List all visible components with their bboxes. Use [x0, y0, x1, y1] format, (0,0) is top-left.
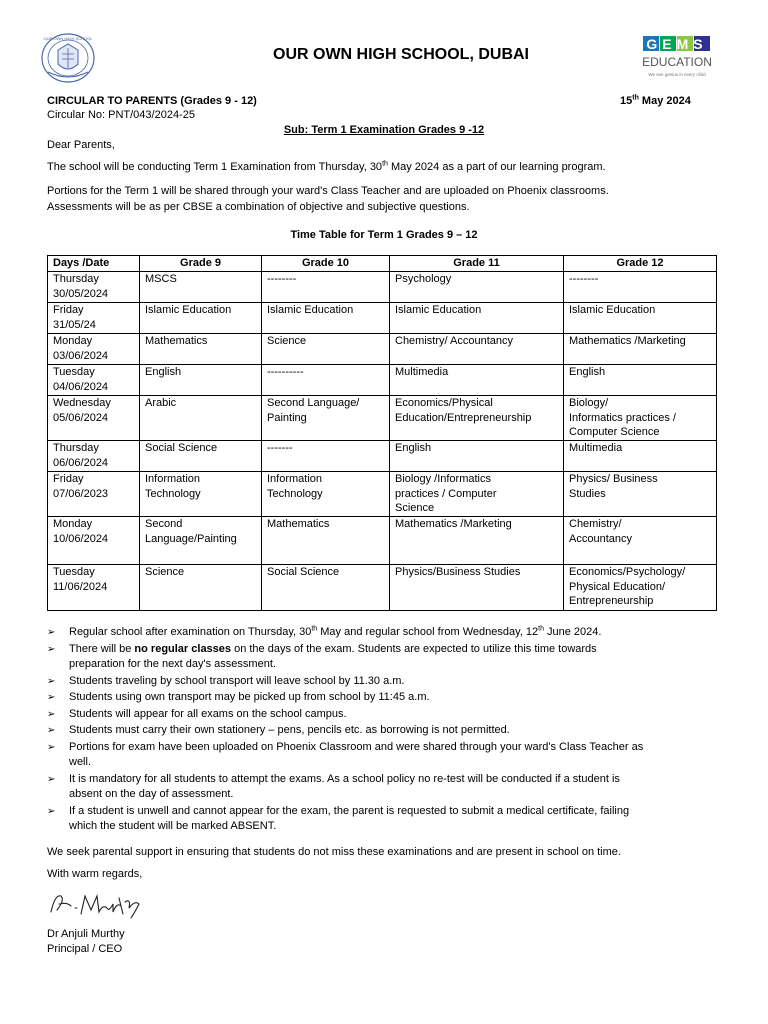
timetable	[47, 255, 717, 611]
subject-cell: English	[564, 365, 717, 396]
table-row	[48, 396, 717, 441]
list-item: ➢ Regular school after examination on Thursday, 30th May and regular school from Wednesday, 12th June 2024.	[47, 625, 727, 641]
day-date-cell: Thursday 06/06/2024	[48, 441, 140, 472]
principal-name: Dr Anjuli Murthy	[47, 928, 125, 940]
subject-cell: Science	[140, 565, 262, 611]
table-row	[48, 517, 717, 565]
subject-cell: Islamic Education	[262, 303, 390, 334]
subject-cell: MSCS	[140, 272, 262, 303]
subject-cell: --------	[262, 272, 390, 303]
subject-cell: Multimedia	[390, 365, 564, 396]
signature	[45, 886, 145, 920]
subject-cell: --------	[564, 272, 717, 303]
arrow-bullet-icon: ➢	[47, 708, 56, 720]
subject-cell: Mathematics	[140, 334, 262, 365]
subject-cell: Second Language/ Painting	[262, 396, 390, 441]
day-date-cell: Tuesday 04/06/2024	[48, 365, 140, 396]
subject-cell: Chemistry/ Accountancy	[564, 517, 717, 565]
subject-cell: Science	[262, 334, 390, 365]
subject-cell: Islamic Education	[564, 303, 717, 334]
subject-cell: Information Technology	[262, 472, 390, 517]
subject-cell: English	[140, 365, 262, 396]
svg-text:OUR OWN HIGH SCHOOL: OUR OWN HIGH SCHOOL	[43, 36, 93, 41]
subject-cell: Biology/ Informatics practices / Computer Science	[564, 396, 717, 441]
header-cell: Grade 11	[390, 256, 564, 272]
subject-cell: Mathematics	[262, 517, 390, 565]
table-row	[48, 472, 717, 517]
subject-cell: Social Science	[262, 565, 390, 611]
arrow-bullet-icon: ➢	[47, 675, 56, 687]
list-item: ➢ It is mandatory for all students to attempt the exams. As a school policy no re-test will be conducted if a student is absent on the day of assessment.	[47, 772, 620, 800]
day-date-cell: Monday 03/06/2024	[48, 334, 140, 365]
list-item: ➢ Students must carry their own stationery – pens, pencils etc. as borrowing is not permitted.	[47, 723, 727, 739]
header-cell: Grade 10	[262, 256, 390, 272]
subject-cell: Physics/ Business Studies	[564, 472, 717, 517]
subject-cell: ----------	[262, 365, 390, 396]
greeting: Dear Parents,	[47, 139, 115, 151]
arrow-bullet-icon: ➢	[47, 805, 56, 817]
subject-line: Sub: Term 1 Examination Grades 9 -12	[283, 124, 485, 136]
subject-cell: Islamic Education	[390, 303, 564, 334]
header-cell: Grade 12	[564, 256, 717, 272]
subject-cell: Biology /Informatics practices / Computer Science	[390, 472, 564, 517]
subject-cell: Economics/Psychology/ Physical Education/ Entrepreneurship	[564, 565, 717, 611]
arrow-bullet-icon: ➢	[47, 692, 56, 703]
subject-cell: Psychology	[390, 272, 564, 303]
table-row	[48, 334, 717, 365]
subject-cell: Islamic Education	[140, 303, 262, 334]
portions-paragraph: Portions for the Term 1 will be shared through your ward's Class Teacher and are uploaded on Phoenix classrooms. Assessments will be as per CBSE a combination of objective and subjective questions.	[47, 185, 609, 213]
table-row	[48, 365, 717, 396]
gems-education-logo	[640, 33, 716, 83]
subject-cell: Second Language/Painting	[140, 517, 262, 565]
circular-number: Circular No: PNT/043/2024-25	[47, 109, 195, 121]
svg-text:GEMS: GEMS	[646, 36, 708, 52]
intro-paragraph: The school will be conducting Term 1 Examination from Thursday, 30th May 2024 as a part of our learning program.	[47, 160, 606, 173]
table-row	[48, 565, 717, 611]
regards: With warm regards,	[47, 868, 143, 880]
list-item: ➢ Students will appear for all exams on the school campus.	[47, 707, 727, 723]
arrow-bullet-icon: ➢	[47, 773, 56, 785]
subject-cell: Economics/Physical Education/Entrepreneurship	[390, 396, 564, 441]
svg-text:A. Murthy: A. Murthy	[45, 886, 50, 887]
list-item: ➢ There will be no regular classes on the days of the exam. Students are expected to utilize this time towards preparation for the next day's assessment.	[47, 642, 597, 670]
subject-cell: -------	[262, 441, 390, 472]
header-cell: Grade 9	[140, 256, 262, 272]
principal-block	[47, 927, 125, 957]
subject-cell: Information Technology	[140, 472, 262, 517]
timetable-title: Time Table for Term 1 Grades 9 – 12	[290, 229, 478, 241]
subject-cell: Multimedia	[564, 441, 717, 472]
arrow-bullet-icon: ➢	[47, 725, 56, 736]
subject-cell: Mathematics /Marketing	[564, 334, 717, 365]
school-title: OUR OWN HIGH SCHOOL, DUBAI	[273, 46, 529, 63]
day-date-cell: Monday 10/06/2024	[48, 517, 140, 565]
table-row	[48, 272, 717, 303]
list-item: ➢ Students using own transport may be picked up from school by 11:45 a.m.	[47, 690, 727, 706]
day-date-cell: Friday 31/05/24	[48, 303, 140, 334]
svg-text:We see genius in every child: We see genius in every child	[648, 72, 706, 77]
day-date-cell: Tuesday 11/06/2024	[48, 565, 140, 611]
subject-cell: Mathematics /Marketing	[390, 517, 564, 565]
circular-title: CIRCULAR TO PARENTS (Grades 9 - 12)	[47, 95, 257, 107]
header-cell: Days /Date	[48, 256, 140, 272]
list-item: ➢ Students traveling by school transport will leave school by 11.30 a.m.	[47, 674, 727, 690]
timetable-header-row	[48, 256, 717, 272]
subject-cell: Physics/Business Studies	[390, 565, 564, 611]
closing-paragraph: We seek parental support in ensuring that students do not miss these examinations and are present in school on time.	[47, 846, 621, 858]
circular-date: 15th May 2024	[620, 94, 691, 107]
svg-text:EDUCATION: EDUCATION	[642, 55, 712, 69]
day-date-cell: Thursday 30/05/2024	[48, 272, 140, 303]
list-item: ➢ Portions for exam have been uploaded on Phoenix Classroom and were shared through your ward's Class Teacher as well.	[47, 740, 644, 768]
notes-list	[47, 625, 727, 836]
principal-title: Principal / CEO	[47, 943, 123, 955]
table-row	[48, 303, 717, 334]
subject-cell: Chemistry/ Accountancy	[390, 334, 564, 365]
subject-cell: Arabic	[140, 396, 262, 441]
arrow-bullet-icon: ➢	[47, 741, 56, 753]
arrow-bullet-icon: ➢	[47, 643, 56, 655]
arrow-bullet-icon: ➢	[47, 627, 56, 638]
table-row	[48, 441, 717, 472]
day-date-cell: Friday 07/06/2023	[48, 472, 140, 517]
subject-cell: Social Science	[140, 441, 262, 472]
day-date-cell: Wednesday 05/06/2024	[48, 396, 140, 441]
subject-cell: English	[390, 441, 564, 472]
list-item: ➢ If a student is unwell and cannot appear for the exam, the parent is requested to submit a medical certificate, failing which the student will be marked ABSENT.	[47, 804, 630, 832]
